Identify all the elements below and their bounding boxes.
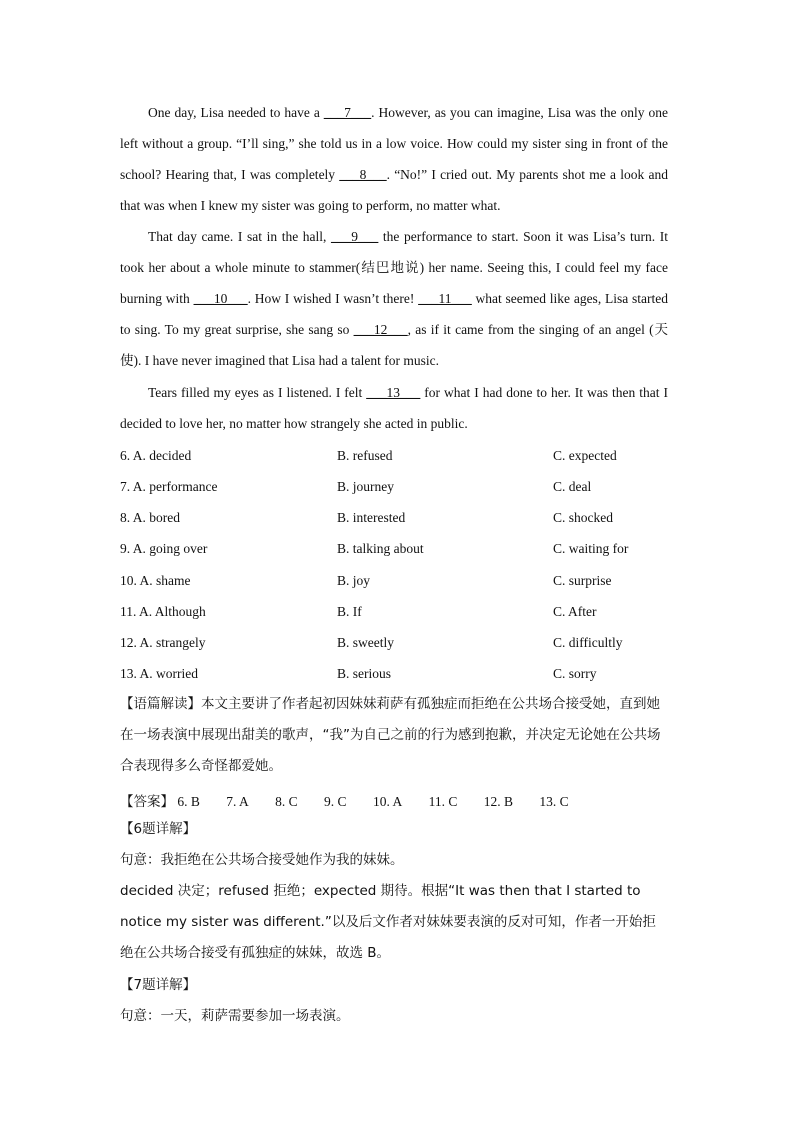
option-b: B. talking about <box>337 541 424 556</box>
option-b: B. serious <box>337 666 391 681</box>
answer-item: 8. C <box>275 794 298 809</box>
passage-text: . How I wished I wasn’t there! <box>247 291 419 306</box>
answer-item: 9. C <box>324 794 347 809</box>
answer-item: 7. A <box>226 794 249 809</box>
q7-meaning: 句意：一天，莉萨需要参加一场表演。 <box>120 1008 350 1024</box>
option-a: 12. A. strangely <box>120 635 206 650</box>
option-b: B. If <box>337 604 362 619</box>
option-a: 9. A. going over <box>120 541 208 556</box>
option-c: C. shocked <box>553 510 613 525</box>
passage-text: the performance to start. Soon it was Lisa’s turn. It took her about a whole minute to stammer(结巴地说) her name. Seeing this, I could feel my face burning with <box>120 229 669 306</box>
analysis-text: 本文主要讲了作者起初因妹妹莉萨有孤独症而拒绝在公共场合接受她，直到她在一场表演中展现出甜美的歌声，“我”为自己之前的行为感到抱歉，并决定无论她在公共场合表现得多么奇怪都爱她。 <box>120 696 661 774</box>
passage-text: . “No!” I cried out. My parents shot me a look and that was when I knew my sister was going to perform, no matter what. <box>120 167 668 213</box>
q6-meaning: 句意：我拒绝在公共场合接受她作为我的妹妹。 <box>120 852 404 868</box>
q6-heading: 【6题详解】 <box>120 821 197 837</box>
option-c: C. expected <box>553 448 617 463</box>
answer-item: 6. B <box>177 794 200 809</box>
passage-paragraph-1 <box>120 97 668 221</box>
option-row-9 <box>120 533 680 564</box>
option-row-10 <box>120 565 680 596</box>
option-row-11 <box>120 596 680 627</box>
option-a: 6. A. decided <box>120 448 192 463</box>
passage-text: , as if it came from the singing of an angel (天使). I have never imagined that Lisa had a talent for music. <box>120 322 668 368</box>
answer-item: 12. B <box>483 794 513 809</box>
option-a: 10. A. shame <box>120 573 191 588</box>
answer-item: 11. C <box>428 794 458 809</box>
option-c: C. After <box>553 604 597 619</box>
option-a: 11. A. Although <box>120 604 206 619</box>
option-b: B. interested <box>337 510 406 525</box>
option-row-7 <box>120 471 680 502</box>
passage-text: for what I had done to her. It was then that I decided to love her, no matter how strangely she acted in public. <box>120 385 669 431</box>
option-a: 13. A. worried <box>120 666 198 681</box>
option-b: B. sweetly <box>337 635 394 650</box>
option-row-8 <box>120 502 680 533</box>
passage-text: That day came. I sat in the hall, <box>148 229 332 244</box>
answer-item: 10. A <box>372 794 403 809</box>
q7-heading: 【7题详解】 <box>120 977 197 993</box>
passage-text: . However, as you can imagine, Lisa was the only one left without a group. “I’ll sing,” she told us in a low voice. How could my sister sing in front of the school? Hearing that, I was completely <box>120 105 668 182</box>
q6-explanation: decided 决定；refused 拒绝；expected 期待。根据“It was then that I started to notice my sister was different.”以及后文作者对妹妹要表演的反对可知，作者一开始拒绝在公共场合接受有孤独症的妹妹，故选 B。 <box>120 883 656 961</box>
passage-text: One day, Lisa needed to have a <box>148 105 324 120</box>
blank-10: ___10___ <box>193 291 248 306</box>
option-b: B. refused <box>337 448 393 463</box>
option-c: C. surprise <box>553 573 612 588</box>
passage-paragraph-3 <box>120 377 668 439</box>
option-row-13 <box>120 658 680 689</box>
passage-paragraph-2 <box>120 221 668 376</box>
answers-label: 【答案】 <box>120 794 174 810</box>
passage-text: what seemed like ages, Lisa started to sing. To my great surprise, she sang so <box>120 291 668 337</box>
blank-11: ___11___ <box>418 291 472 306</box>
answer-item: 13. C <box>539 794 569 809</box>
option-c: C. difficultly <box>553 635 623 650</box>
passage-text: Tears filled my eyes as I listened. I felt <box>148 385 367 400</box>
option-a: 8. A. bored <box>120 510 180 525</box>
blank-13: ___13___ <box>366 385 421 400</box>
option-c: C. deal <box>553 479 592 494</box>
option-b: B. joy <box>337 573 371 588</box>
blank-9: ___9___ <box>331 229 379 244</box>
option-a: 7. A. performance <box>120 479 218 494</box>
analysis-block <box>120 689 668 782</box>
blank-12: ___12___ <box>353 322 408 337</box>
answers-line <box>120 786 569 817</box>
blank-8: ___8___ <box>339 167 387 182</box>
option-row-12 <box>120 627 680 658</box>
option-row-6 <box>120 440 680 471</box>
blank-7: ___7___ <box>323 105 372 120</box>
analysis-heading: 【语篇解读】 <box>120 696 201 712</box>
option-c: C. waiting for <box>553 541 629 556</box>
option-b: B. journey <box>337 479 394 494</box>
option-c: C. sorry <box>553 666 597 681</box>
